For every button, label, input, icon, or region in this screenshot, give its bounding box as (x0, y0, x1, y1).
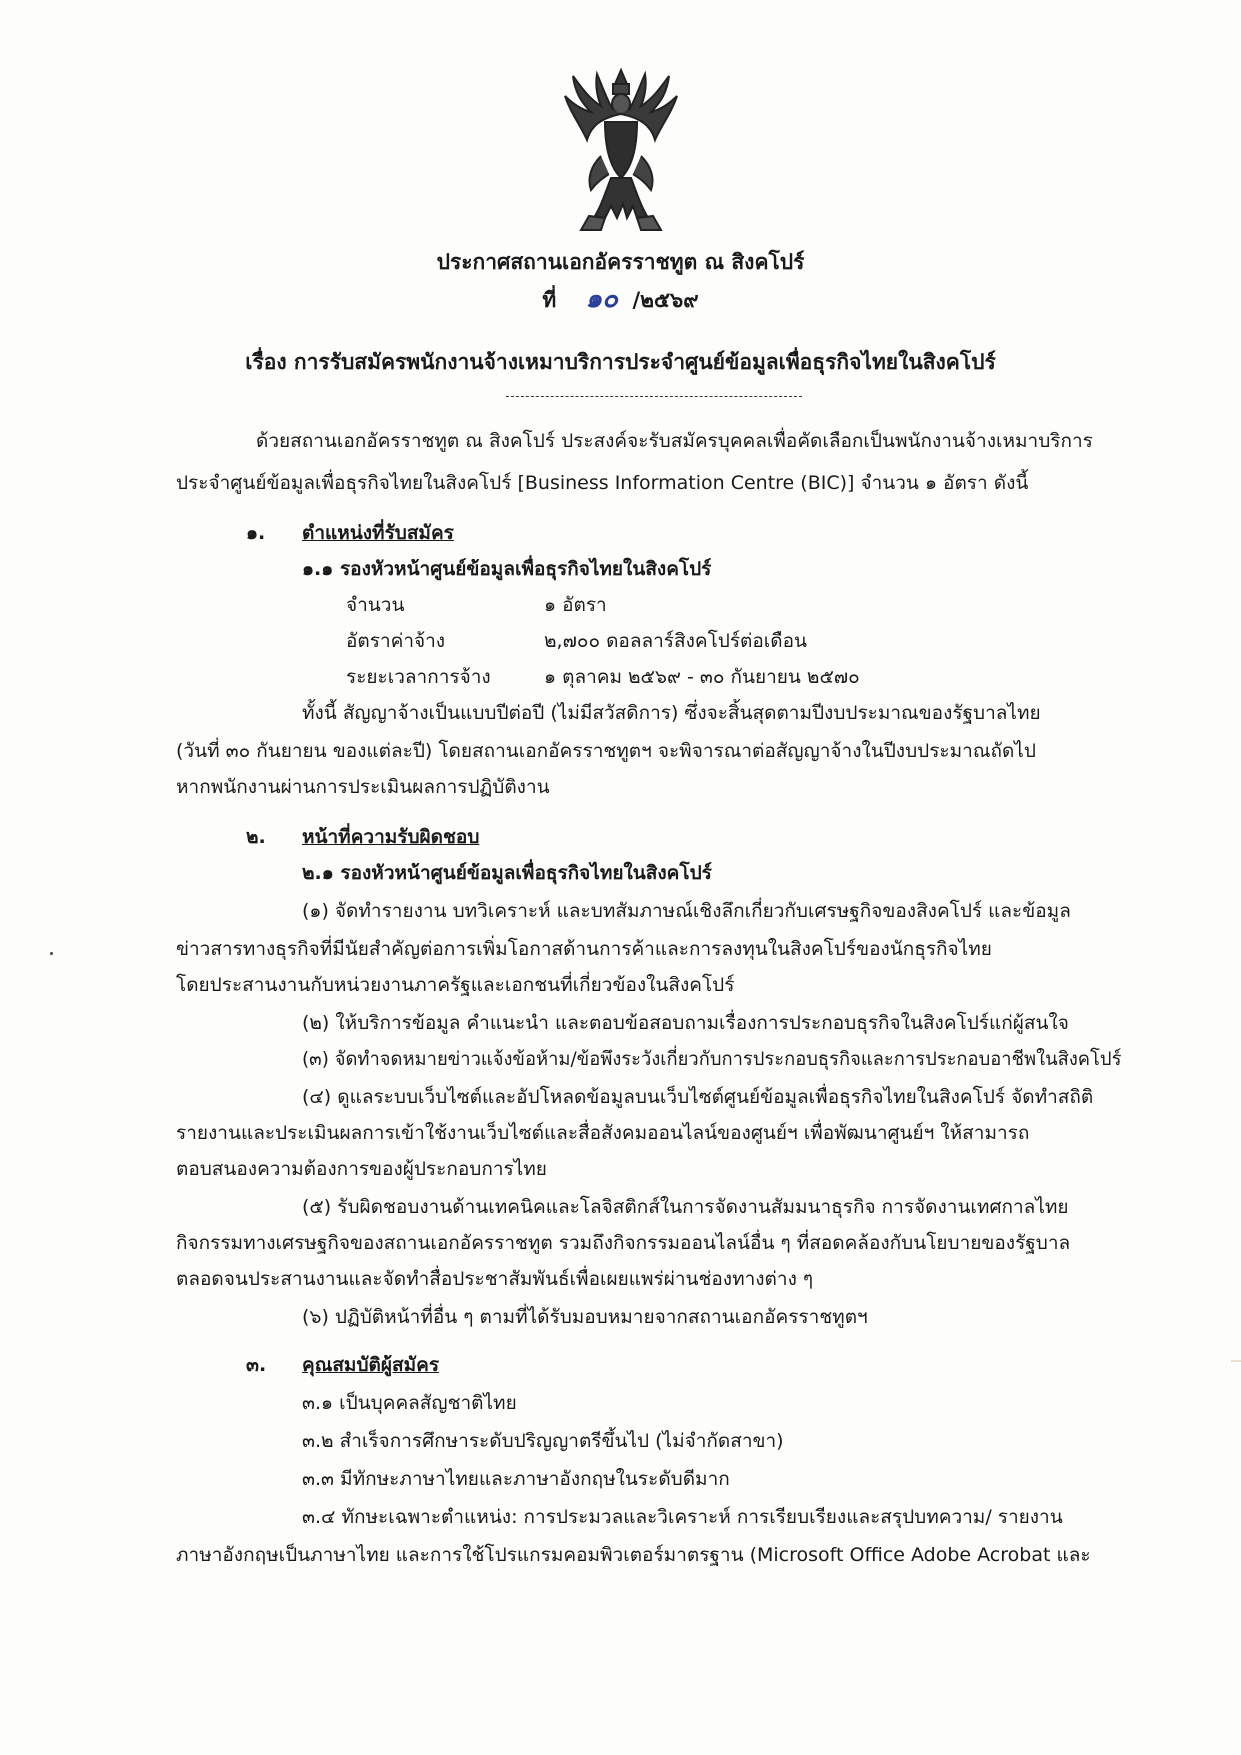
position-count-value: ๑ อัตรา (544, 594, 607, 616)
section-2-title: หน้าที่ความรับผิดชอบ (302, 826, 480, 848)
scan-speck (50, 952, 53, 955)
duty-5-line-3: ตลอดจนประสานงานและจัดทำสื่อประชาสัมพันธ์เพื่อเผยแพร่ผ่านช่องทางต่าง ๆ (176, 1268, 814, 1290)
duty-4-line-1: (๔) ดูแลระบบเว็บไซต์และอัปโหลดข้อมูลบนเว็บไซต์ศูนย์ข้อมูลเพื่อธุรกิจไทยในสิงคโปร์ จัดทำสถิติ (302, 1086, 1094, 1108)
contract-note-line-3: หากพนักงานผ่านการประเมินผลการปฏิบัติงาน (176, 776, 550, 798)
salary-label: อัตราค่าจ้าง (346, 630, 446, 652)
duty-2: (๒) ให้บริการข้อมูล คำแนะนำ และตอบข้อสอบถามเรื่องการประกอบธุรกิจในสิงคโปร์แก่ผู้สนใจ (302, 1012, 1069, 1034)
section-1-number: ๑. (246, 522, 266, 544)
garuda-emblem-icon (561, 66, 681, 234)
document-number-value: ๑๐ (585, 284, 618, 314)
duty-3: (๓) จัดทำจดหมายข่าวแจ้งข้อห้าม/ข้อพึงระวังเกี่ยวกับการประกอบธุรกิจและการประกอบอาชีพในสิงคโปร์ (302, 1048, 1122, 1070)
duty-5-line-1: (๕) รับผิดชอบงานด้านเทคนิคและโลจิสติกส์ในการจัดงานสัมมนาธุรกิจ การจัดงานเทศกาลไทย (302, 1196, 1069, 1218)
announcement-title: ประกาศสถานเอกอัครราชทูต ณ สิงคโปร์ (436, 250, 805, 274)
intro-line-2: ประจำศูนย์ข้อมูลเพื่อธุรกิจไทยในสิงคโปร์ [Business Information Centre (BIC)] จำนวน ๑ อัตรา ดังนี้ (176, 472, 1029, 494)
duty-6: (๖) ปฏิบัติหน้าที่อื่น ๆ ตามที่ได้รับมอบหมายจากสถานเอกอัครราชทูตฯ (302, 1306, 868, 1328)
section-3-title: คุณสมบัติผู้สมัคร (302, 1354, 440, 1376)
contract-note-line-1: ทั้งนี้ สัญญาจ้างเป็นแบบปีต่อปี (ไม่มีสวัสดิการ) ซึ่งจะสิ้นสุดตามปีงบประมาณของรัฐบาลไทย (302, 702, 1041, 724)
employment-period-label: ระยะเวลาการจ้าง (346, 666, 491, 688)
intro-line-1: ด้วยสถานเอกอัครราชทูต ณ สิงคโปร์ ประสงค์จะรับสมัครบุคคลเพื่อคัดเลือกเป็นพนักงานจ้างเหมาบริการ (256, 430, 1093, 452)
document-number (0, 278, 1241, 319)
duty-1-line-3: โดยประสานงานกับหน่วยงานภาครัฐและเอกชนที่เกี่ยวข้องในสิงคโปร์ (176, 974, 735, 996)
qualification-3: ๓.๓ มีทักษะภาษาไทยและภาษาอังกฤษในระดับดีมาก (302, 1468, 730, 1490)
section-3-number: ๓. (246, 1354, 267, 1376)
duty-1-line-2: ข่าวสารทางธุรกิจที่มีนัยสำคัญต่อการเพิ่มโอกาสด้านการค้าและการลงทุนในสิงคโปร์ของนักธุรกิจไทย (176, 938, 992, 960)
section-2-subtitle: ๒.๑ รองหัวหน้าศูนย์ข้อมูลเพื่อธุรกิจไทยในสิงคโปร์ (302, 862, 712, 884)
announcement-subject: เรื่อง การรับสมัครพนักงานจ้างเหมาบริการประจำศูนย์ข้อมูลเพื่อธุรกิจไทยในสิงคโปร์ (245, 350, 996, 374)
employment-period-value: ๑ ตุลาคม ๒๕๖๙ - ๓๐ กันยายน ๒๕๗๐ (544, 666, 860, 688)
position-count-label: จำนวน (346, 594, 405, 616)
section-2-number: ๒. (246, 826, 266, 848)
duty-1-line-1: (๑) จัดทำรายงาน บทวิเคราะห์ และบทสัมภาษณ์เชิงลึกเกี่ยวกับเศรษฐกิจของสิงคโปร์ และข้อมูล (302, 900, 1071, 922)
duty-4-line-3: ตอบสนองความต้องการของผู้ประกอบการไทย (176, 1158, 547, 1180)
document-number-label: ที่ (542, 288, 557, 312)
salary-value: ๒,๗๐๐ ดอลลาร์สิงคโปร์ต่อเดือน (544, 630, 808, 652)
duty-5-line-2: กิจกรรมทางเศรษฐกิจของสถานเอกอัครราชทูต รวมถึงกิจกรรมออนไลน์อื่น ๆ ที่สอดคล้องกับนโยบายของรัฐบาล (176, 1232, 1071, 1254)
header-divider (506, 396, 802, 397)
contract-note-line-2: (วันที่ ๓๐ กันยายน ของแต่ละปี) โดยสถานเอกอัครราชทูตฯ จะพิจารณาต่อสัญญาจ้างในปีงบประมาณถัดไป (176, 740, 1036, 762)
duty-4-line-2: รายงานและประเมินผลการเข้าใช้งานเว็บไซต์และสื่อสังคมออนไลน์ของศูนย์ฯ เพื่อพัฒนาศูนย์ฯ ให้สามารถ (176, 1122, 1030, 1144)
page-edge-mark (1231, 1360, 1241, 1362)
qualification-4-line-2: ภาษาอังกฤษเป็นภาษาไทย และการใช้โปรแกรมคอมพิวเตอร์มาตรฐาน (Microsoft Office Adobe Acrobat และ (176, 1544, 1091, 1566)
document-number-year: /๒๕๖๙ (632, 288, 699, 312)
qualification-1: ๓.๑ เป็นบุคคลสัญชาติไทย (302, 1392, 517, 1414)
qualification-2: ๓.๒ สำเร็จการศึกษาระดับปริญญาตรีขึ้นไป (ไม่จำกัดสาขา) (302, 1430, 784, 1452)
section-1-title: ตำแหน่งที่รับสมัคร (302, 522, 454, 544)
qualification-4-line-1: ๓.๔ ทักษะเฉพาะตำแหน่ง: การประมวลและวิเคราะห์ การเรียบเรียงและสรุปบทความ/ รายงาน (302, 1506, 1063, 1528)
section-1-subtitle: ๑.๑ รองหัวหน้าศูนย์ข้อมูลเพื่อธุรกิจไทยในสิงคโปร์ (302, 558, 712, 580)
